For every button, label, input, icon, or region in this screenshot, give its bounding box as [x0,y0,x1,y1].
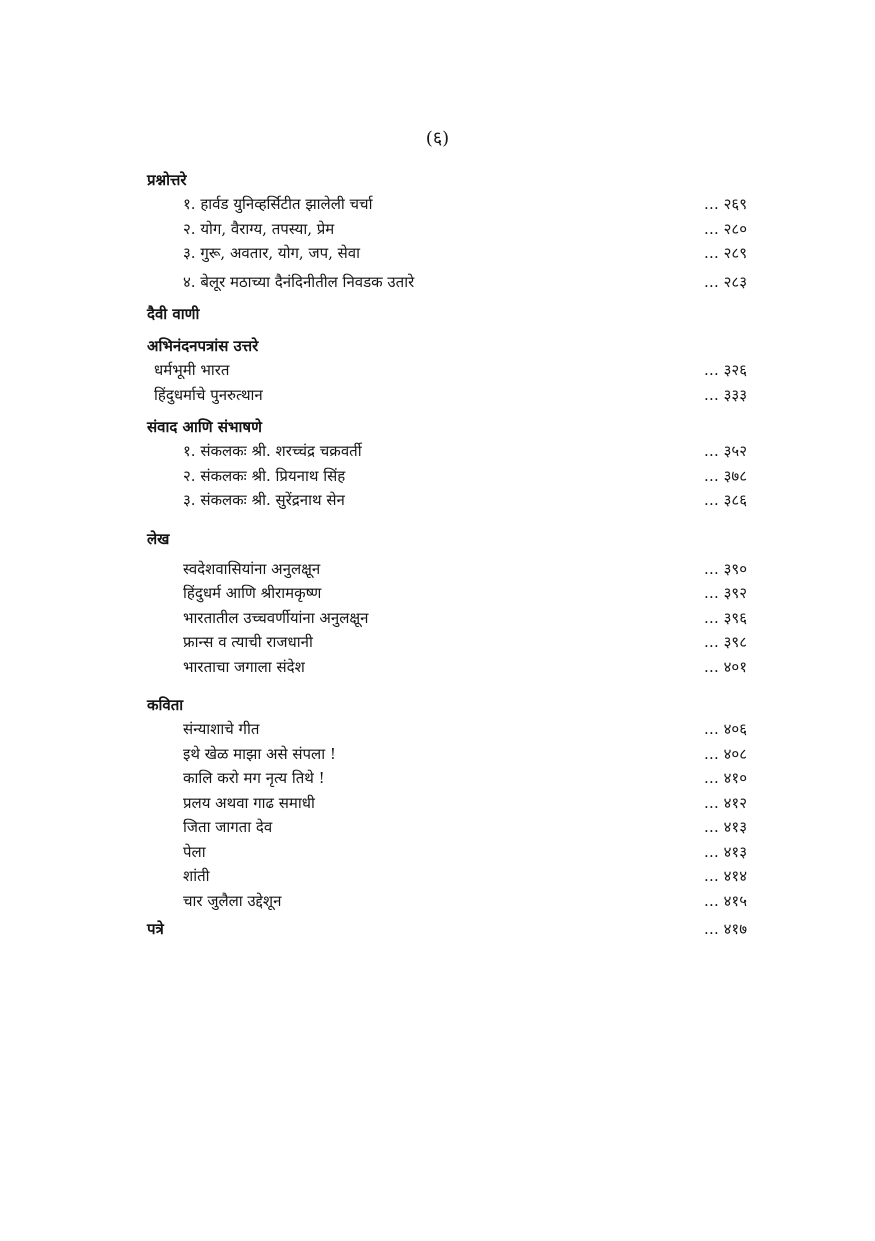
toc-entry [147,488,757,513]
toc-entry [147,217,757,242]
entry-title: प्रलय अथवा गाढ समाधी [183,793,315,812]
entry-title: चार जुलैला उद्देशून [183,891,282,910]
entry-page: … ४१५ [703,891,747,910]
entry-page: … ४१४ [703,867,747,885]
toc-entry [147,630,757,655]
section-title-prashnottare: प्रश्नोत्तरे [147,171,187,189]
entry-page: … ४१३ [703,842,747,861]
toc-entry [147,439,757,464]
toc-entry [147,840,757,865]
toc-entry [147,606,757,631]
entry-page: … ३२६ [703,361,747,379]
entry-title: ३. गुरू, अवतार, योग, जप, सेवा [183,244,360,262]
table-of-contents [147,168,757,942]
toc-entry [147,241,757,266]
entry-title: १. संकलकः श्री. शरच्चंद्र चक्रवर्ती [183,442,362,460]
entry-title: कालि करो मग नृत्य तिथे ! [183,769,325,787]
toc-entry [147,655,757,680]
entry-title: भारताचा जगाला संदेश [183,657,305,676]
section-title-lekh: लेख [147,529,170,548]
entry-page: … २८३ [703,272,747,291]
toc-entry [147,270,757,295]
toc-entry [147,464,757,489]
section-title-abhinandan: अभिनंदनपत्रांस उत्तरे [147,337,259,355]
toc-entry [147,864,757,889]
toc-entry [147,192,757,217]
entry-title: हिंदुधर्म आणि श्रीरामकृष्ण [183,584,322,602]
toc-entry [147,383,757,408]
section-title-kavita: कविता [147,696,184,714]
toc-entry [147,581,757,606]
section-title-daivi-vani: दैवी वाणी [147,305,200,323]
entry-page: … २८९ [703,244,747,262]
toc-entry [147,791,757,816]
entry-title: स्वदेशवासियांना अनुलक्षून [183,559,321,578]
entry-page: … ३९६ [703,608,747,627]
entry-title: फ्रान्स व त्याची राजधानी [183,633,313,651]
entry-title: २. संकलकः श्री. प्रियनाथ सिंह [183,466,346,485]
entry-page: … २८० [703,219,747,238]
entry-page: … ३७८ [703,466,747,485]
toc-entry [147,815,757,840]
section-title-patre: पत्रे [147,920,164,938]
entry-page: … ४०१ [703,657,747,676]
entry-page: … ४१३ [703,818,747,836]
entry-title: जिता जागता देव [183,818,273,836]
entry-page: … ३३३ [703,385,747,404]
page-number: (६) [425,128,450,149]
toc-entry [147,917,757,942]
entry-title: ४. बेलूर मठाच्या दैनंदिनीतील निवडक उतारे [183,272,415,291]
entry-page: … ४१७ [703,920,747,938]
toc-entry [147,557,757,582]
entry-title: पेला [183,842,206,861]
entry-title: हिंदुधर्माचे पुनरुत्थान [154,385,263,404]
entry-page: … ३९८ [703,633,747,651]
entry-page: … ४१२ [703,793,747,812]
toc-entry [147,358,757,383]
toc-entry [147,742,757,767]
entry-page: … ३५२ [703,442,747,460]
entry-page: … २६९ [703,195,747,213]
entry-title: इथे खेळ माझा असे संपला ! [183,744,336,763]
entry-title: संन्याशाचे गीत [183,720,260,738]
entry-title: ३. संकलकः श्री. सुरेंद्रनाथ सेन [183,491,345,509]
entry-page: … ३९२ [703,584,747,602]
toc-entry [147,717,757,742]
entry-page: … ४०६ [703,720,747,738]
entry-title: २. योग, वैराग्य, तपस्या, प्रेम [183,219,335,238]
entry-title: भारतातील उच्चवर्णीयांना अनुलक्षून [183,608,369,627]
toc-entry [147,889,757,914]
toc-entry [147,766,757,791]
entry-page: … ४१० [703,769,747,787]
entry-page: … ३८६ [703,491,747,509]
entry-title: शांती [183,867,210,885]
entry-title: धर्मभूमी भारत [154,361,230,379]
entry-page: … ४०८ [703,744,747,763]
entry-title: १. हार्वड युनिव्हर्सिटीत झालेली चर्चा [183,195,373,213]
section-title-samvad: संवाद आणि संभाषणे [147,418,262,436]
entry-page: … ३९० [703,559,747,578]
